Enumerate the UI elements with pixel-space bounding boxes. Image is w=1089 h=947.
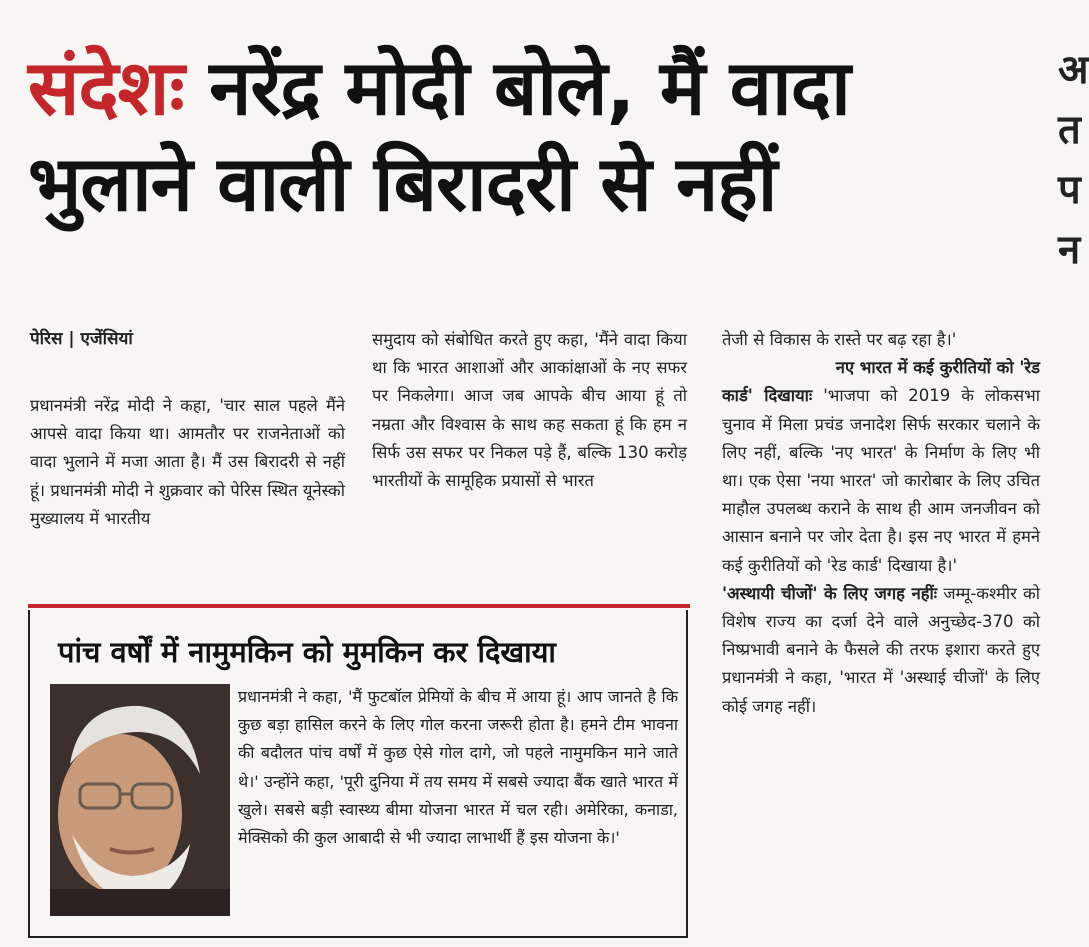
- portrait-photo: [50, 684, 230, 916]
- article-column-3: [722, 326, 1040, 721]
- headline-line2: भुलाने वाली बिरादरी से नहीं: [28, 139, 777, 228]
- headline: [28, 40, 1058, 232]
- article-column-1: [30, 392, 345, 533]
- article-text-3-intro: तेजी से विकास के रास्ते पर बढ़ रहा है।': [722, 330, 957, 349]
- article-text-1: प्रधानमंत्री नरेंद्र मोदी ने कहा, 'चार साल पहले मैंने आपसे वादा किया था। आमतौर पर राजनेताओं को वादा भुलाने में मजा आता है। मैं उस बिरादरी से नहीं हूं। प्रधानमंत्री मोदी ने शुक्रवार को पेरिस स्थित यूनेस्को मुख्यालय में भारतीय: [30, 396, 345, 528]
- headline-line1: नरेंद्र मोदी बोले, मैं वादा: [209, 43, 850, 132]
- portrait-illustration: [50, 684, 230, 916]
- adjacent-column-fragment: अ त प न: [1058, 47, 1089, 273]
- subsection-text-1: 'भाजपा को 2019 के लोकसभा चुनाव में मिला प्रचंड जनादेश सिर्फ सरकार चलाने के लिए नहीं, बल्कि 'नए भारत' के निर्माण के लिए भी था। एक ऐसा 'नया भारत' जो कारोबार के लिए उचित माहौल उपलब्ध कराने के साथ ही आम जनजीवन को आसान बनाने पर जोर देता है। इस नए भारत में हमने कई कुरीतियों को 'रेड कार्ड' दिखाया है।': [722, 386, 1040, 575]
- subsection-red-card: [722, 354, 1040, 580]
- article-column-2: [372, 326, 687, 495]
- article-text-2: समुदाय को संबोधित करते हुए कहा, 'मैंने वादा किया था कि भारत आशाओं और आकांक्षाओं के नए सफर पर निकलेगा। आज जब आपके बीच आया हूं तो नम्रता और विश्वास के साथ कह सकता हूं कि हम न सिर्फ उस सफर पर निकल पड़े हैं, बल्कि 130 करोड़ भारतीयों के सामूहिक प्रयासों से भारत: [372, 330, 687, 491]
- box-top-rule: [28, 604, 690, 608]
- subsection-text-2: जम्मू-कश्मीर को विशेष राज्य का दर्जा देने वाले अनुच्छेद-370 को निष्प्रभावी बनाने के फैसले की तरफ इशारा करते हुए प्रधानमंत्री ने कहा, 'भारत में 'अस्थाई चीजों' के लिए कोई जगह नहीं।: [722, 583, 1040, 716]
- subsection-heading-1-cont: कार्ड' दिखायाः: [722, 386, 813, 406]
- subsection-heading-2: 'अस्थायी चीजों' के लिए जगह नहींः: [722, 583, 938, 603]
- byline: पेरिस | एजेंसियां: [30, 329, 133, 349]
- headline-kicker: संदेशः: [28, 43, 184, 132]
- box-title: पांच वर्षों में नामुमकिन को मुमकिन कर दिखाया: [58, 635, 556, 669]
- subsection-heading-1: नए भारत में कई कुरीतियों को 'रेड: [835, 358, 1040, 378]
- subsection-temporary: [722, 580, 1040, 721]
- box-text: प्रधानमंत्री ने कहा, 'मैं फुटबॉल प्रेमियों के बीच में आया हूं। आप जानते है कि कुछ बड़ा हासिल करने के लिए गोल करना जरूरी होता है। हमने टीम भावना की बदौलत पांच वर्षों में कुछ ऐसे गोल दागे, जो पहले नामुमकिन माने जाते थे।' उन्होंने कहा, 'पूरी दुनिया में तय समय में सबसे ज्यादा बैंक खाते भारत में खुले। सबसे बड़ी स्वास्थ्य बीमा योजना भारत में चल रही। अमेरिका, कनाडा, मेक्सिको की कुल आबादी से भी ज्यादा लाभार्थी हैं इस योजना के।': [238, 687, 678, 848]
